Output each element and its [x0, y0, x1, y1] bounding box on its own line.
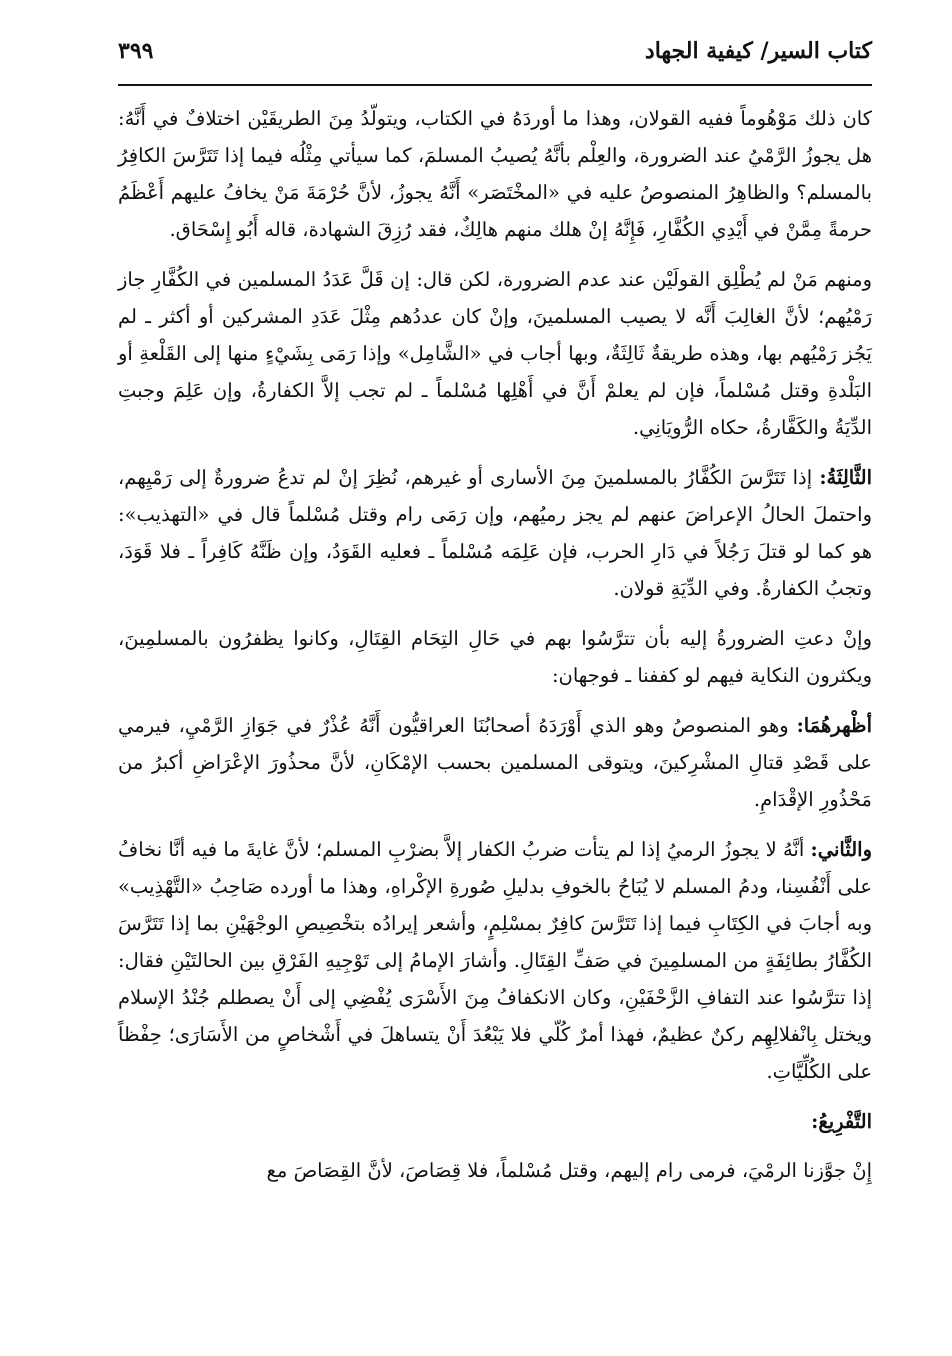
paragraph-lead: أظْهرهُمَا: — [796, 714, 872, 737]
paragraph — [118, 831, 872, 1090]
final-paragraph: إِنْ جوَّزنا الرمْيَ، فرمى رام إليهم، وقتل مُسْلماً، فلا قِصَاصَ، لأنَّ القِصَاصَ مع — [266, 1159, 872, 1182]
paragraph — [118, 620, 872, 694]
paragraph — [118, 100, 872, 248]
paragraph — [118, 261, 872, 446]
paragraph-lead: والثَّاني: — [810, 838, 872, 861]
paragraph-text: كان ذلك مَوْهُوماً ففيه القولان، وهذا ما أوردَهُ في الكتاب، ويتولّدُ مِنَ الطريقَيْن اختلافٌ في أَنَّهُ: هل يجوزُ الرَّمْيُ عند الضرورة، والعِلْم بأنَّهُ يُصيبُ المسلمَ، كما سيأتي مِثْلُه فيما إذا تَتَرَّسَ الكافِرُ بالمسلم؟ والظاهِرُ المنصوصُ عليه في «المخْتَصَر» أَنَّهُ يجوزُ، لأنَّ حُرْمَةَ مَنْ يخافُ عليهم أَعْظَمُ حرمةً مِمَّنْ في أَيْدِي الكُفَّارِ، فَإِنَّهُ إنْ هلك منهم هالِكٌ، فقد رُزِقَ الشهادة، قاله أَبُو إِسْحَاق. — [118, 107, 872, 241]
page-number: ٣٩٩ — [118, 38, 154, 64]
paragraph-text: وإنْ دعتِ الضرورةُ إليه بأن تترَّسُوا بهم في حَالِ التِحَام القِتَالِ، وكانوا يظفرُون بالمسلمِينَ، ويكثرون النكاية فيهم لو كففنا ـ فوجهان: — [118, 627, 872, 687]
paragraph-text: وهو المنصوصُ وهو الذي أَوْرَدَهُ أصحابُنَا العراقيُّون أَنَّهُ عُذْرٌ في جَوَازِ الرَّمْيِ، فيرمي على قَصْدِ قتالِ المشْرِكينَ، ويتوقى المسلمين بحسب الإمْكَانِ، لأنَّ محذُورَ الإعْرَاضِ أكبرُ من مَحْذُورِ الإقْدَامِ. — [118, 714, 872, 811]
paragraph — [118, 707, 872, 818]
paragraph-text: أنَّهُ لا يجوزُ الرميُ إذا لم يتأت ضربُ الكفار إلاَّ بضرْبِ المسلم؛ لأنَّ غايةَ ما فيه أنَّا نخافُ على أَنْفُسِنا، ودمُ المسلم لا يُبَاحُ بالخوفِ بدليلِ صُورةِ الإكْراهِ، وهذا ما أورده صَاحِبُ «التَّهْذِيب» وبه أجابَ في الكِتَابِ فيما إذا تَتَرَّسَ كافِرٌ بمسْلِمٍ، وأشعر إيرادُه بتخْصِيصِ الوجْهَيْنِ بما إذا تَتَرَّسَ الكُفَّارُ بطائِفَةٍ من المسلمِينَ في صَفِّ القِتَالِ. وأشارَ الإمامُ إلى تَوْجِيهِ الفَرْقِ بين الحالتَيْنِ فقال: إذا تترَّسُوا عند التفافِ الزَّحْفَيْنِ، وكان الانكفافُ مِنَ الأَسْرَى يُفْضِي إلى أَنْ يصطلم جُنْدُ الإسلام ويختل بِانْفلالِهِم ركنٌ عظيمٌ، فهذا أمرٌ كُلّي فلا يَبْعُدَ أَنْ يتساهلَ في أَشْخاصٍ من الأَسَارَى؛ حِفْظاً على الكُلِّيَّاتِ. — [118, 838, 872, 1083]
page-header — [118, 38, 872, 78]
running-title: كتاب السير/ كيفية الجهاد — [644, 38, 872, 64]
paragraph-text: إذا تَتَرَّسَ الكُفَّارُ بالمسلمينَ مِنَ الأسارى أو غيرهم، نُظِرَ إنْ لم تدعُ ضرورةٌ إلى رَمْيِهم، واحتملَ الحالُ الإعراضَ عنهم لم يجز رميُهم، وإن رَمَى رام وقتل مُسْلماً قال في «التهذيب»: هو كما لو قتلَ رَجُلاً في دَارِ الحرب، فإن عَلِمَه مُسْلماً ـ فعليه القَوَدُ، وإن ظَنَّهُ كَافِراً ـ فلا قَوَدَ، وتجبُ الكفارةُ. وفي الدِّيَةِ قولان. — [118, 466, 872, 600]
paragraph — [118, 459, 872, 607]
main-text — [118, 100, 872, 1189]
paragraph-text: ومنهم مَنْ لم يُطْلِق القولَيْن عند عدم الضرورة، لكن قال: إن قَلَّ عَدَدُ المسلمين في الكُفَّارِ جاز رَمْيُهم؛ لأنَّ الغالِبَ أَنَّه لا يصيب المسلمينَ، وإنْ كان عددُهم مِثْلَ عَدَدِ المشركين أو أكثر ـ لم يَجُز رَمْيُهم بها، وهذه طريقةٌ ثَالِثَةٌ، وبها أجاب في «الشَّامِل» وإذا رَمَى بِشَيْءٍ منها إلى القَلْعةِ أو البَلْدةِ وقتل مُسْلماً، فإن لم يعلمْ أَنَّ في أَهْلِها مُسْلماً ـ لم تجب إلاَّ الكفارةُ، وإن عَلِمَ وجبتِ الدِّيَةُ والكَفَّارةُ، حكاه الرُّويَانِي. — [118, 268, 872, 439]
header-divider — [118, 84, 872, 86]
paragraph-lead: الثَّالِثَةُ: — [819, 466, 872, 489]
section-heading: التَّفْرِيعُ: — [811, 1110, 872, 1133]
